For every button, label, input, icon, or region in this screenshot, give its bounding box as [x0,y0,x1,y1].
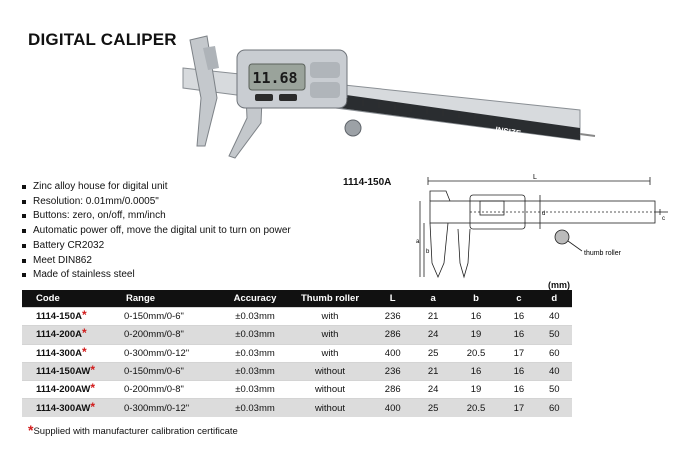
bullet-icon [22,214,26,218]
brand-logo: INSIZE [494,125,522,139]
cell-b: 19 [451,326,501,344]
table-row [22,344,572,362]
cell-range: 0-150mm/0-6" [112,308,220,326]
dim-label-a: a [416,239,420,245]
cell-thumb-roller: without [290,362,370,380]
asterisk-marker: * [90,381,96,396]
asterisk-marker: * [90,399,96,414]
dim-label-b: b [426,249,430,255]
bullet-icon [22,259,26,263]
table-row [22,326,572,344]
cell-a: 25 [415,399,450,417]
cell-b: 16 [451,362,501,380]
cell-b: 19 [451,381,501,399]
cell-b: 20.5 [451,344,501,362]
cell-c: 16 [501,308,536,326]
asterisk-marker: * [90,363,96,378]
bullet-icon [22,200,26,204]
cell-a: 25 [415,344,450,362]
spec-table [22,290,572,417]
asterisk-marker: * [81,344,87,359]
col-header-accuracy: Accuracy [220,290,290,308]
cell-thumb-roller: without [290,381,370,399]
col-header-b: b [451,290,501,308]
dimension-drawing [410,173,675,285]
cell-accuracy: ±0.03mm [220,326,290,344]
cell-d: 60 [537,344,572,362]
table-row [22,381,572,399]
cell-L: 400 [370,344,415,362]
cell-d: 60 [537,399,572,417]
unit-note: (mm) [548,280,570,290]
cell-b: 20.5 [451,399,501,417]
feature-item: Made of stainless steel [22,268,291,283]
cell-thumb-roller: without [290,399,370,417]
cell-L: 286 [370,326,415,344]
col-header-a: a [415,290,450,308]
page-title: DIGITAL CALIPER [28,30,177,49]
cell-accuracy: ±0.03mm [220,399,290,417]
cell-thumb-roller: with [290,344,370,362]
display-reading: 11.68 [252,69,298,87]
table-row [22,399,572,417]
asterisk-marker: * [28,422,34,438]
bullet-icon [22,244,26,248]
cell-code: 1114-150AW* [22,362,112,380]
cell-range: 0-150mm/0-6" [112,362,220,380]
cell-d: 40 [537,362,572,380]
cell-range: 0-200mm/0-8" [112,326,220,344]
cell-b: 16 [451,308,501,326]
cell-code: 1114-150A* [22,308,112,326]
asterisk-marker: * [81,326,87,341]
footnote-text: Supplied with manufacturer calibration certificate [33,426,238,437]
dim-label-c: c [662,216,665,222]
cell-accuracy: ±0.03mm [220,308,290,326]
cell-accuracy: ±0.03mm [220,344,290,362]
col-header-d: d [537,290,572,308]
footnote [28,422,238,438]
cell-d: 50 [537,326,572,344]
cell-range: 0-300mm/0-12" [112,344,220,362]
cell-code: 1114-200A* [22,326,112,344]
cell-a: 21 [415,308,450,326]
cell-L: 236 [370,308,415,326]
col-header-code: Code [22,290,112,308]
col-header-range: Range [112,290,220,308]
bullet-icon [22,229,26,233]
cell-a: 24 [415,326,450,344]
feature-list [22,180,291,283]
cell-code: 1114-200AW* [22,381,112,399]
feature-item: Battery CR2032 [22,239,291,254]
cell-thumb-roller: with [290,308,370,326]
bullet-icon [22,273,26,277]
cell-c: 17 [501,399,536,417]
cell-accuracy: ±0.03mm [220,381,290,399]
col-header-L: L [370,290,415,308]
cell-range: 0-200mm/0-8" [112,381,220,399]
table-header-row [22,290,572,308]
cell-a: 24 [415,381,450,399]
model-label: 1114-150A [343,177,392,188]
cell-range: 0-300mm/0-12" [112,399,220,417]
caliper-product-image [175,28,605,178]
feature-item: Meet DIN862 [22,254,291,269]
cell-c: 16 [501,326,536,344]
feature-item: Resolution: 0.01mm/0.0005" [22,195,291,210]
feature-item: Automatic power off, move the digital unit to turn on power [22,224,291,239]
bullet-icon [22,185,26,189]
cell-d: 50 [537,381,572,399]
cell-c: 16 [501,362,536,380]
dim-label-L: L [533,174,537,181]
cell-a: 21 [415,362,450,380]
dim-label-d: d [542,211,546,217]
cell-code: 1114-300A* [22,344,112,362]
cell-L: 286 [370,381,415,399]
cell-L: 400 [370,399,415,417]
cell-d: 40 [537,308,572,326]
asterisk-marker: * [81,308,87,323]
cell-thumb-roller: with [290,326,370,344]
col-header-c: c [501,290,536,308]
feature-item: Zinc alloy house for digital unit [22,180,291,195]
table-row [22,308,572,326]
thumb-roller-label: thumb roller [584,250,621,257]
feature-item: Buttons: zero, on/off, mm/inch [22,209,291,224]
cell-accuracy: ±0.03mm [220,362,290,380]
table-row [22,362,572,380]
cell-c: 17 [501,344,536,362]
cell-code: 1114-300AW* [22,399,112,417]
cell-L: 236 [370,362,415,380]
col-header-thumb-roller: Thumb roller [290,290,370,308]
cell-c: 16 [501,381,536,399]
